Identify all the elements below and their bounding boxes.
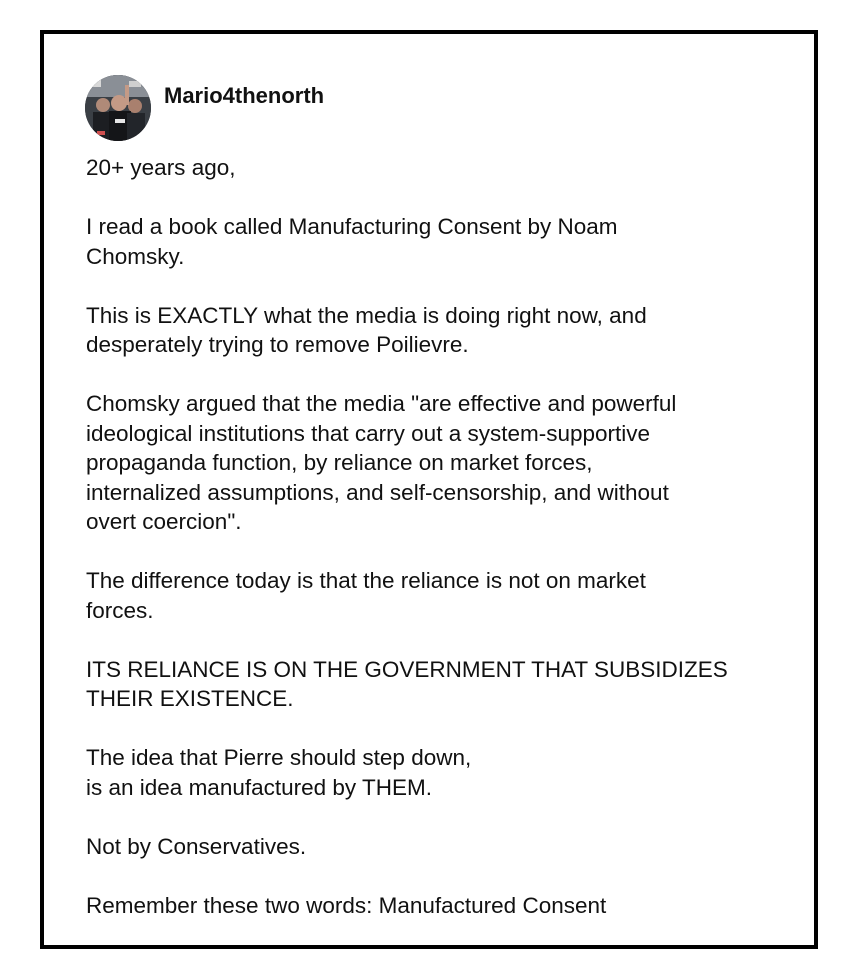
profile-photo-icon bbox=[85, 75, 151, 141]
post-paragraph: Remember these two words: Manufactured Consent bbox=[86, 892, 607, 918]
post-paragraph: ITS RELIANCE IS ON THE GOVERNMENT THAT SUBSIDIZES THEIR EXISTENCE. bbox=[86, 656, 728, 711]
post-paragraph: I read a book called Manufacturing Consent by Noam Chomsky. bbox=[86, 214, 618, 269]
post-paragraph: The idea that Pierre should step down, is an idea manufactured by THEM. bbox=[86, 745, 472, 800]
post-paragraph: This is EXACTLY what the media is doing right now, and desperately trying to remove Poilievre. bbox=[86, 302, 647, 357]
post-body bbox=[86, 153, 776, 920]
post-paragraph: The difference today is that the reliance is not on market forces. bbox=[86, 568, 646, 623]
post-paragraph: Not by Conservatives. bbox=[86, 833, 307, 859]
post-paragraph: Chomsky argued that the media "are effective and powerful ideological institutions that carry out a system-supportive propaganda function, by reliance on market forces, internalized assumptions, and self-censorship, and without overt coercion". bbox=[86, 391, 677, 534]
author-username[interactable]: Mario4thenorth bbox=[164, 83, 325, 108]
avatar[interactable] bbox=[85, 75, 151, 141]
post-paragraph: 20+ years ago, bbox=[86, 155, 236, 180]
post-card bbox=[40, 30, 818, 949]
